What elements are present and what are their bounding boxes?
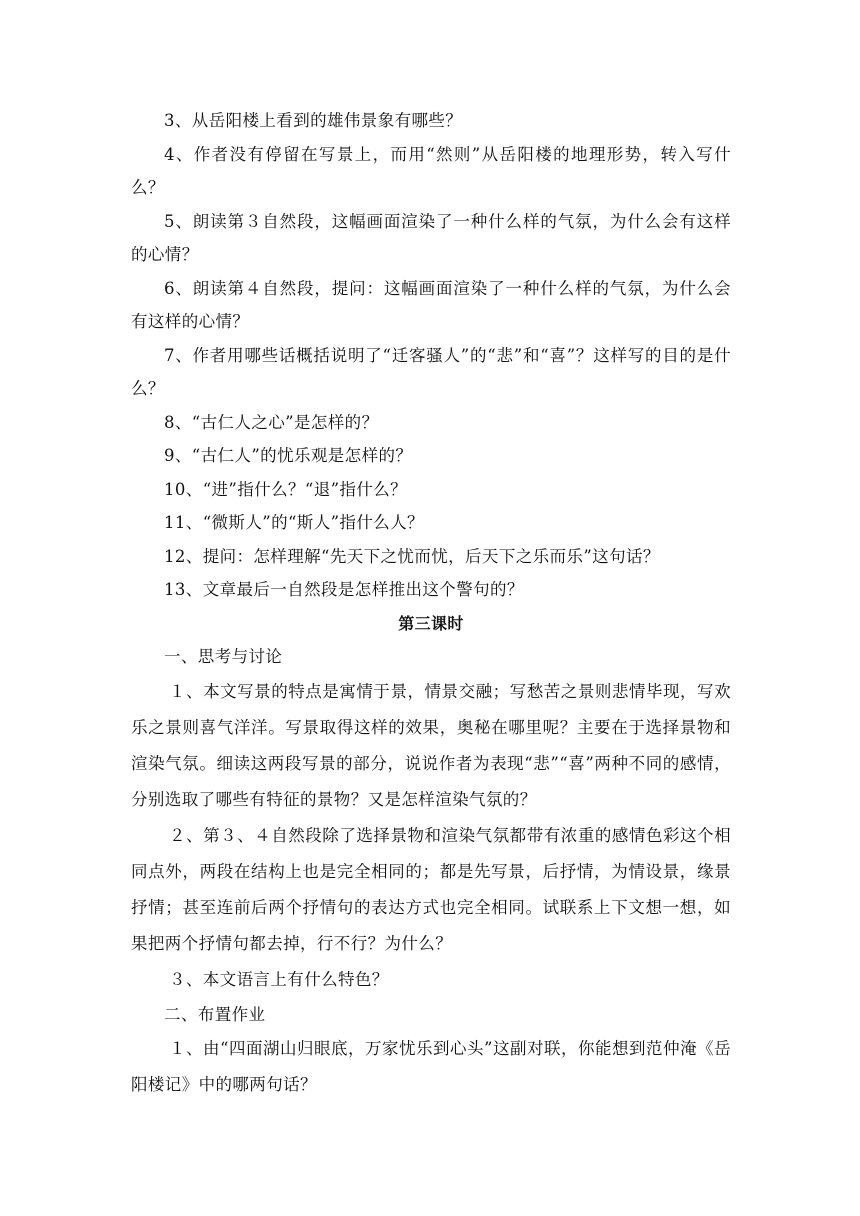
- question-7: 7、作者用哪些话概括说明了“迁客骚人”的“悲”和“喜”？这样写的目的是什么？: [131, 345, 731, 398]
- question-8: 8、“古仁人之心”是怎样的？: [164, 412, 379, 432]
- question-13: 13、文章最后一自然段是怎样推出这个警句的？: [164, 580, 524, 599]
- discussion-item-2: ２、第３、４自然段除了选择景物和渲染气氛都带有浓重的感情色彩这个相同点外，两段在结构上也是完全相同的；都是先写景，后抒情，为情设景，缘景抒情；甚至连前后两个抒情句的表达方式也完全相同。试联系上下文想一想，如果把两个抒情句都去掉，行不行？为什么？: [131, 825, 731, 953]
- question-4: 4、作者没有停留在写景上，而用“然则”从岳阳楼的地理形势，转入写什么？: [131, 144, 731, 197]
- question-5: 5、朗读第３自然段，这幅画面渲染了一种什么样的气氛，为什么会有这样的心情？: [131, 211, 731, 264]
- question-10: 10、“进”指什么？“退”指什么？: [164, 479, 408, 499]
- question-9: 9、“古仁人”的忧乐观是怎样的？: [164, 446, 413, 465]
- question-3: 3、从岳阳楼上看到的雄伟景象有哪些？: [164, 111, 463, 130]
- section-title: 第三课时: [398, 613, 464, 633]
- discussion-item-3: ３、本文语言上有什么特色？: [169, 969, 389, 989]
- part2-heading: 二、布置作业: [164, 1004, 266, 1024]
- part1-heading: 一、思考与讨论: [164, 647, 283, 666]
- document-page: [131, 104, 731, 1103]
- question-6: 6、朗读第４自然段，提问：这幅画面渲染了一种什么样的气氛，为什么会有这样的心情？: [131, 278, 731, 331]
- question-11: 11、“微斯人”的“斯人”指什么人？: [164, 513, 424, 532]
- question-12: 12、提问：怎样理解“先天下之忧而忧，后天下之乐而乐”这句话？: [164, 546, 660, 566]
- homework-item-1: １、由“四面湖山归眼底，万家忧乐到心头”这副对联，你能想到范仲淹《岳阳楼记》中的哪两句话？: [131, 1039, 731, 1094]
- discussion-item-1: １、本文写景的特点是寓情于景，情景交融；写愁苦之景则悲情毕现，写欢乐之景则喜气洋洋。写景取得这样的效果，奥秘在哪里呢？主要在于选择景物和渲染气氛。细读这两段写景的部分，说说作者为表现“悲”“喜”两种不同的感情，分别选取了哪些有特征的景物？又是怎样渲染气氛的？: [131, 681, 731, 809]
